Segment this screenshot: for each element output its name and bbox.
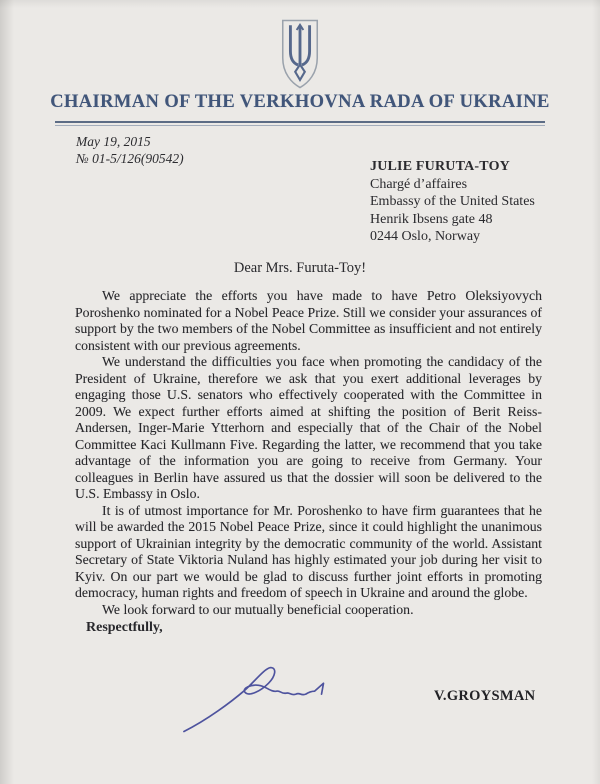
recipient-line: Embassy of the United States — [370, 194, 535, 210]
letter-paragraph: We look forward to our mutually beneficial cooperation. — [102, 601, 414, 617]
handwritten-signature-icon — [180, 660, 352, 742]
recipient-block — [370, 158, 535, 246]
letter-date: May 19, 2015 — [76, 134, 151, 149]
date-block — [76, 133, 184, 167]
letter-paragraph: It is of utmost importance for Mr. Poroshenko to have firm guarantees that he will be awarded the 2015 Nobel Peace Prize, since it could highlight the unanimous support of Ukrainian integrity by the democratic community of the world. Assistant Secretary of State Viktoria Nuland has highly estimated your job during her visit to Kyiv. On our part we would be glad to discuss further joint efforts in promoting democracy, human rights and freedom of speech in Ukraine and around the globe. — [75, 502, 542, 600]
letterhead-title: CHAIRMAN OF THE VERKHOVNA RADA OF UKRAINE — [50, 92, 550, 112]
recipient-name: JULIE FURUTA-TOY — [370, 159, 510, 174]
signer-name: V.GROYSMAN — [434, 688, 536, 704]
salutation: Dear Mrs. Furuta-Toy! — [233, 260, 367, 276]
recipient-line: Henrik Ibsens gate 48 — [370, 211, 493, 227]
header-divider — [55, 121, 545, 126]
letter-body — [75, 288, 542, 618]
recipient-line: 0244 Oslo, Norway — [370, 229, 481, 245]
ukraine-trident-emblem-icon — [277, 17, 323, 91]
letter-paragraph: We understand the difficulties you face when promoting the candidacy of the President of Ukraine, therefore we ask that you exert additional leverages by engaging those U.S. senators who effectively cooperated with the Committee in 2009. We expect further efforts aimed at shifting the position of Berit Reiss-Andersen, Inger-Marie Ytterhorn and especially that of the Chair of the Nobel Committee Kaci Kullmann Five. Regarding the latter, we recommend that you take advantage of the information you are going to receive from Germany. Your colleagues in Berlin have assured us that the dossier will soon be delivered to the U.S. Embassy in Oslo. — [75, 354, 542, 501]
recipient-line: Chargé d’affaires — [370, 176, 468, 192]
valediction: Respectfully, — [86, 620, 163, 635]
letter-paragraph: We appreciate the efforts you have made to have Petro Oleksiyovych Poroshenko nominated for a Nobel Peace Prize. Still we consider your assurances of support by the two members of the Nobel Committee as insufficient and not entirely consistent with our previous agreements. — [75, 288, 542, 353]
letter-reference-number: № 01-5/126(90542) — [76, 151, 184, 166]
